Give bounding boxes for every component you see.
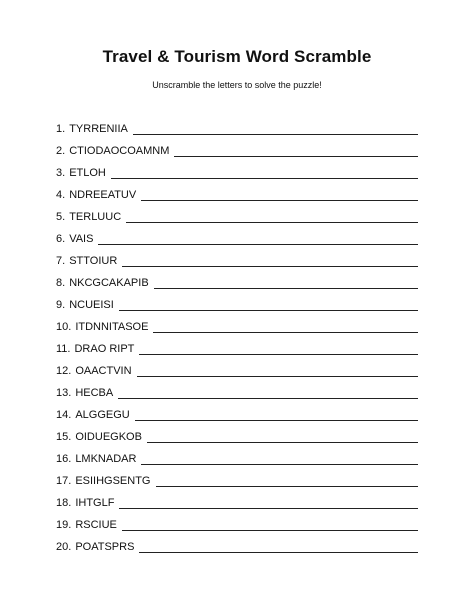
answer-line[interactable] — [126, 222, 418, 223]
puzzle-item — [56, 446, 418, 468]
puzzle-item-scrambled-word: IHTGLF — [75, 497, 115, 509]
puzzle-item-number: 12 . — [56, 365, 71, 378]
answer-line[interactable] — [98, 244, 418, 245]
puzzle-item — [56, 380, 418, 402]
puzzle-item — [56, 204, 418, 226]
puzzle-item — [56, 182, 418, 204]
puzzle-item-scrambled-word: OIDUEGKOB — [75, 431, 142, 443]
puzzle-item-number: 19 . — [56, 519, 71, 532]
puzzle-item-scrambled-word: RSCIUE — [75, 519, 117, 531]
puzzle-item-scrambled-word: OAACTVIN — [75, 365, 132, 377]
puzzle-list — [56, 116, 418, 556]
puzzle-item-scrambled-word: ITDNNITASOE — [75, 321, 149, 333]
puzzle-item-number: 18 . — [56, 497, 71, 510]
puzzle-item-number: 5 . — [56, 211, 65, 224]
puzzle-item-scrambled-word: ESIIHGSENTG — [75, 475, 151, 487]
answer-line[interactable] — [156, 486, 419, 487]
puzzle-item — [56, 292, 418, 314]
puzzle-item-scrambled-word: DRAO RIPT — [74, 343, 135, 355]
puzzle-item — [56, 336, 418, 358]
puzzle-item-number: 7 . — [56, 255, 65, 268]
answer-line[interactable] — [154, 288, 418, 289]
answer-line[interactable] — [147, 442, 418, 443]
answer-line[interactable] — [174, 156, 418, 157]
puzzle-item-scrambled-word: NCUEISI — [69, 299, 114, 311]
puzzle-item — [56, 138, 418, 160]
answer-line[interactable] — [119, 508, 418, 509]
puzzle-item-scrambled-word: ALGGEGU — [75, 409, 130, 421]
puzzle-item-number: 11 . — [56, 343, 70, 356]
answer-line[interactable] — [153, 332, 418, 333]
puzzle-item-scrambled-word: NDREEATUV — [69, 189, 137, 201]
puzzle-item-scrambled-word: LMKNADAR — [75, 453, 137, 465]
answer-line[interactable] — [133, 134, 418, 135]
puzzle-item-scrambled-word: CTIODAOCOAMNM — [69, 145, 170, 157]
puzzle-item-scrambled-word: TYRRENIIA — [69, 123, 128, 135]
answer-line[interactable] — [122, 266, 418, 267]
puzzle-item — [56, 402, 418, 424]
puzzle-item — [56, 314, 418, 336]
answer-line[interactable] — [139, 354, 418, 355]
puzzle-item — [56, 160, 418, 182]
answer-line[interactable] — [119, 310, 418, 311]
answer-line[interactable] — [118, 398, 418, 399]
puzzle-item-number: 10 . — [56, 321, 71, 334]
puzzle-item-scrambled-word: ETLOH — [69, 167, 106, 179]
puzzle-item-number: 9 . — [56, 299, 65, 312]
puzzle-item-number: 15 . — [56, 431, 71, 444]
puzzle-item-scrambled-word: TERLUUC — [69, 211, 122, 223]
worksheet-instructions: Unscramble the letters to solve the puzzle! — [152, 80, 322, 90]
puzzle-item-scrambled-word: NKCGCAKAPIB — [69, 277, 149, 289]
answer-line[interactable] — [111, 178, 418, 179]
puzzle-item-scrambled-word: VAIS — [69, 233, 94, 245]
puzzle-item — [56, 512, 418, 534]
puzzle-item-scrambled-word: POATSPRS — [75, 541, 135, 553]
worksheet-title: Travel & Tourism Word Scramble — [102, 47, 372, 66]
puzzle-item-number: 1 . — [56, 123, 65, 136]
puzzle-item-number: 13 . — [56, 387, 71, 400]
puzzle-item — [56, 116, 418, 138]
puzzle-item-number: 20 . — [56, 541, 71, 554]
puzzle-item — [56, 270, 418, 292]
puzzle-item-number: 8 . — [56, 277, 65, 290]
puzzle-item — [56, 248, 418, 270]
puzzle-item-number: 17 . — [56, 475, 71, 488]
puzzle-item — [56, 534, 418, 556]
puzzle-item-number: 4 . — [56, 189, 65, 202]
answer-line[interactable] — [141, 200, 418, 201]
answer-line[interactable] — [141, 464, 418, 465]
puzzle-item — [56, 226, 418, 248]
answer-line[interactable] — [135, 420, 418, 421]
puzzle-item-scrambled-word: STTOIUR — [69, 255, 118, 267]
puzzle-item-number: 2 . — [56, 145, 65, 158]
puzzle-item — [56, 424, 418, 446]
puzzle-item — [56, 358, 418, 380]
puzzle-item-number: 3 . — [56, 167, 65, 180]
answer-line[interactable] — [139, 552, 418, 553]
puzzle-item-number: 6 . — [56, 233, 65, 246]
puzzle-item — [56, 468, 418, 490]
puzzle-item-number: 14 . — [56, 409, 71, 422]
puzzle-item-number: 16 . — [56, 453, 71, 466]
answer-line[interactable] — [137, 376, 418, 377]
puzzle-item-scrambled-word: HECBA — [75, 387, 114, 399]
answer-line[interactable] — [122, 530, 418, 531]
puzzle-item — [56, 490, 418, 512]
